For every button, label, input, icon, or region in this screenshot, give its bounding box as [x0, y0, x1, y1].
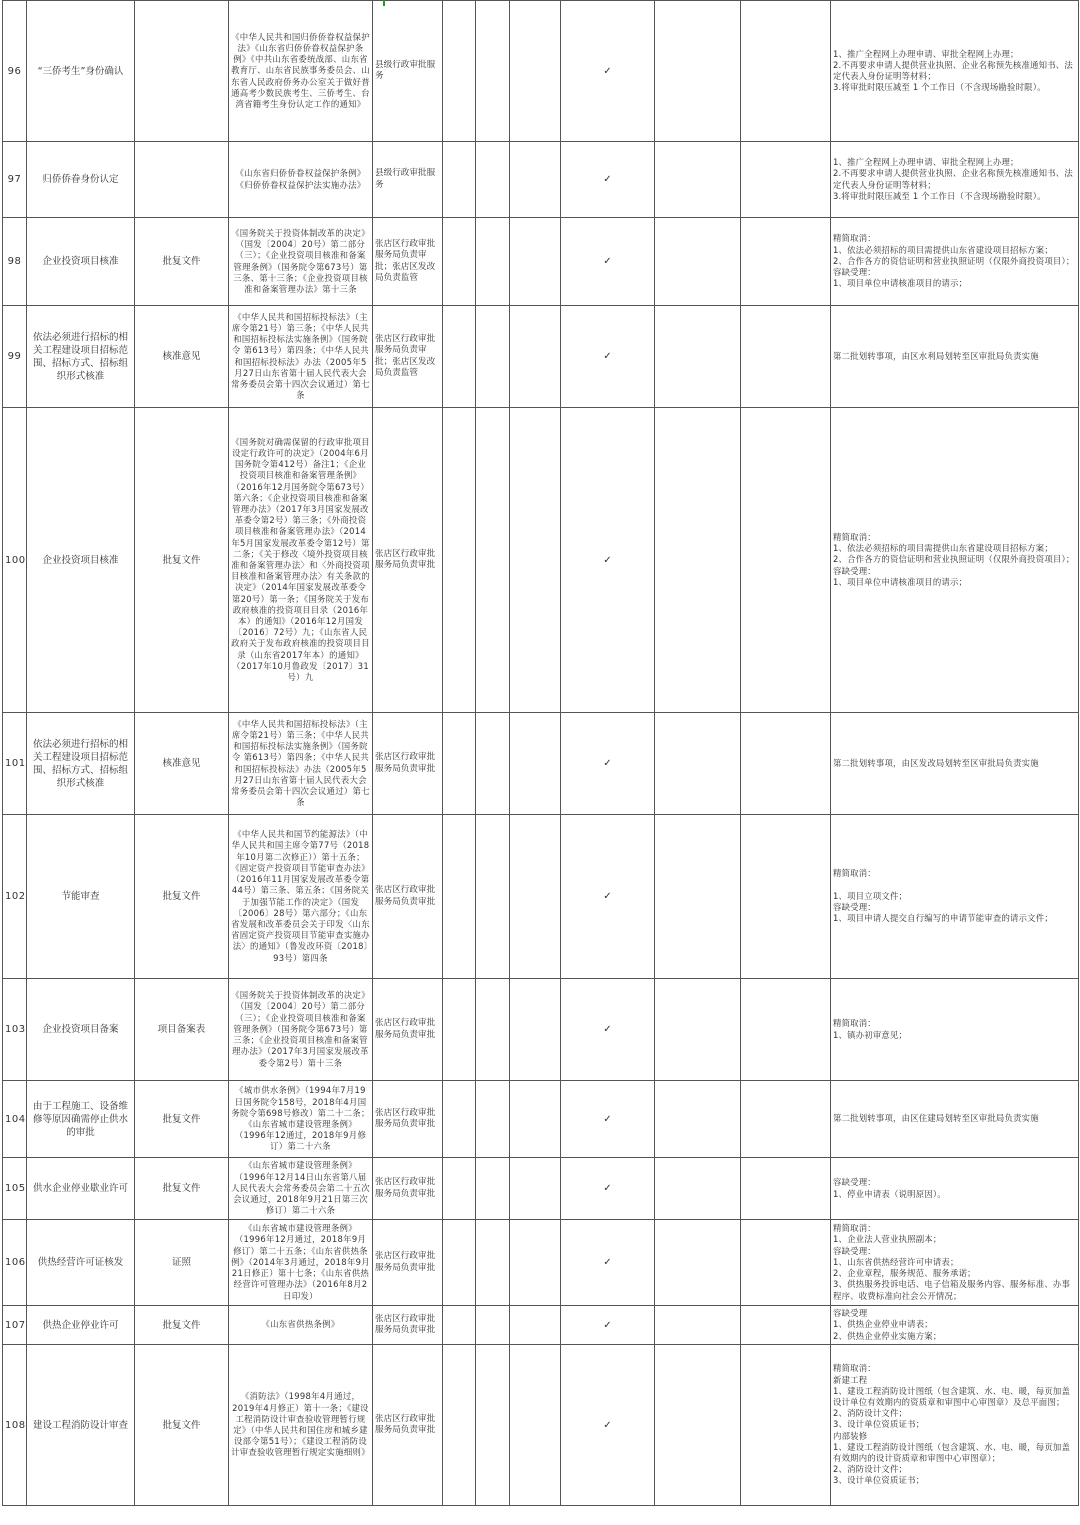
- remark-line: [833, 880, 1076, 891]
- result-type: 项目备案表: [135, 979, 229, 1081]
- responsible-department: 张店区行政审批服务局负责审批: [373, 979, 443, 1081]
- remark-cell: [831, 1220, 1079, 1306]
- remark-line: 2、供热企业停业实施方案；: [833, 1330, 942, 1341]
- empty-col-c: [510, 1220, 561, 1306]
- legal-basis: 《中华人民共和国招标投标法》（主席令第21号）第三条；《中华人民共和国招标投标法实施条例》（国务院令 第613号）第四条；《中华人民共和国招标投标法》办法（2005年5月27日山东省第十届人民代表大会常务委员会第十四次会议通过）第七条: [229, 713, 373, 815]
- check-mark: ✓: [561, 306, 655, 408]
- item-name: 企业投资项目备案: [27, 979, 135, 1081]
- remark-line: 1、停业申请表（说明原因）。: [833, 1188, 946, 1199]
- remark-line: 1、推广全程网上办理申请、审批全程网上办理；: [833, 157, 1019, 168]
- result-type: 批复文件: [135, 408, 229, 713]
- table-row: [3, 1081, 1079, 1158]
- remark-line: 容缺受理：: [833, 902, 876, 913]
- empty-col-b: [476, 713, 510, 815]
- responsible-department: 张店区行政审批服务局负责审批: [373, 815, 443, 979]
- empty-col-e: [741, 1220, 831, 1306]
- empty-col-d: [655, 1306, 741, 1345]
- empty-col-d: [655, 1345, 741, 1506]
- result-type: 批复文件: [135, 1306, 229, 1345]
- remark-line: 内部装修: [833, 1430, 868, 1441]
- legal-basis: 《中华人民共和国节约能源法》（中华人民共和国主席令第77号（2018年10月第二次修正））第十五条；《固定资产投资项目节能审查办法》（2016年11月国家发展改革委令第44号）第三条、第五条；《国务院关于加强节能工作的决定》（国发〔2006〕28号）第六部分；《山东省发展和改革委员会关于印发〈山东省固定资产投资项目节能审查实施办法〉的通知》（鲁发改环资〔2018〕93号）第四条: [229, 815, 373, 979]
- remark-line: 容缺受理：: [833, 565, 876, 576]
- result-type: [135, 142, 229, 218]
- empty-col-b: [476, 1081, 510, 1158]
- remark-line: 容缺受理: [833, 1308, 868, 1319]
- remark-line: 1、企业法人营业执照副本；: [833, 1234, 942, 1245]
- item-name: “三侨考生”身份确认: [27, 1, 135, 142]
- empty-col-c: [510, 1306, 561, 1345]
- table-row: [3, 979, 1079, 1081]
- result-type: 核准意见: [135, 306, 229, 408]
- result-type: [135, 1, 229, 142]
- empty-col-b: [476, 142, 510, 218]
- remark-line: 1、依法必须招标的项目需提供山东省建设项目招标方案；: [833, 543, 1053, 554]
- check-mark: ✓: [561, 713, 655, 815]
- result-type: 批复文件: [135, 1158, 229, 1220]
- check-mark: ✓: [561, 979, 655, 1081]
- remark-line: 容缺受理：: [833, 267, 876, 278]
- table-row: [3, 713, 1079, 815]
- empty-col-e: [741, 979, 831, 1081]
- empty-col-e: [741, 408, 831, 713]
- responsible-department: 张店区行政审批服务局负责审批；张店区发改局负责监管: [373, 218, 443, 306]
- empty-col-c: [510, 408, 561, 713]
- item-name: 依法必须进行招标的相关工程建设项目招标范围、招标方式、招标组织形式核准: [27, 713, 135, 815]
- result-type: 证照: [135, 1220, 229, 1306]
- empty-col-d: [655, 1081, 741, 1158]
- empty-col-c: [510, 218, 561, 306]
- green-edge-mark: [383, 0, 385, 6]
- responsible-department: 县级行政审批服务: [373, 142, 443, 218]
- result-type: 核准意见: [135, 713, 229, 815]
- empty-col-e: [741, 1, 831, 142]
- empty-col-b: [476, 408, 510, 713]
- table-row: [3, 1, 1079, 142]
- item-name: 供水企业停业歇业许可: [27, 1158, 135, 1220]
- empty-col-a: [443, 1, 476, 142]
- check-mark: ✓: [561, 408, 655, 713]
- empty-col-e: [741, 1081, 831, 1158]
- empty-col-a: [443, 142, 476, 218]
- table-row: [3, 815, 1079, 979]
- row-number: 97: [3, 142, 27, 218]
- remark-line: 3、设计单位资质证书；: [833, 1475, 925, 1486]
- empty-col-d: [655, 979, 741, 1081]
- remark-line: 精简取消：: [833, 1018, 876, 1029]
- table-row: [3, 142, 1079, 218]
- empty-col-a: [443, 979, 476, 1081]
- row-number: 107: [3, 1306, 27, 1345]
- row-number: 106: [3, 1220, 27, 1306]
- row-number: 98: [3, 218, 27, 306]
- legal-basis: 《山东省供热条例》: [229, 1306, 373, 1345]
- empty-col-e: [741, 815, 831, 979]
- table-row: [3, 218, 1079, 306]
- row-number: 101: [3, 713, 27, 815]
- remark-line: 2、合作各方的资信证明和营业执照证明（仅限外商投资项目）；: [833, 554, 1075, 565]
- result-type: 批复文件: [135, 815, 229, 979]
- remark-line: 精简取消：: [833, 531, 876, 542]
- item-name: 企业投资项目核准: [27, 408, 135, 713]
- empty-col-e: [741, 218, 831, 306]
- table-row: [3, 1158, 1079, 1220]
- empty-col-c: [510, 142, 561, 218]
- remark-cell: [831, 306, 1079, 408]
- remark-line: 精简取消：: [833, 1363, 876, 1374]
- row-number: 96: [3, 1, 27, 142]
- empty-col-d: [655, 408, 741, 713]
- remark-line: 1、项目申请人提交自行编写的申请节能审查的请示文件；: [833, 913, 1053, 924]
- empty-col-e: [741, 1345, 831, 1506]
- result-type: 批复文件: [135, 1081, 229, 1158]
- item-name: 由于工程施工、设备维修等原因确需停止供水的审批: [27, 1081, 135, 1158]
- remark-line: 2.不再要求申请人提供营业执照、企业名称预先核准通知书、法定代表人身份证明等材料；: [833, 59, 1073, 81]
- empty-col-b: [476, 1, 510, 142]
- empty-col-a: [443, 815, 476, 979]
- empty-col-e: [741, 142, 831, 218]
- empty-col-c: [510, 713, 561, 815]
- legal-basis: 《国务院关于投资体制改革的决定》（国发〔2004〕20号）第二部分（三）；《企业投资项目核准和备案管理条例》（国务院令第673号）第三条、第十三条；《企业投资项目核准和备案管理办法》第十三条: [229, 218, 373, 306]
- remark-line: 精简取消：: [833, 1223, 876, 1234]
- empty-col-b: [476, 1158, 510, 1220]
- legal-basis: 《消防法》（1998年4月通过，2019年4月修正）第十一条；《建设工程消防设计审查验收管理暂行规定》（中华人民共和国住房和城乡建设部令第51号）；《建设工程消防设计审查验收管理暂行规定实施细则》: [229, 1345, 373, 1506]
- empty-col-d: [655, 815, 741, 979]
- remark-line: 1、项目单位申请核准项目的请示；: [833, 576, 968, 587]
- approval-items-table: [2, 0, 1079, 1506]
- check-mark: ✓: [561, 1345, 655, 1506]
- empty-col-b: [476, 306, 510, 408]
- empty-col-a: [443, 713, 476, 815]
- empty-col-c: [510, 1158, 561, 1220]
- remark-cell: [831, 979, 1079, 1081]
- empty-col-d: [655, 218, 741, 306]
- empty-col-d: [655, 1158, 741, 1220]
- empty-col-c: [510, 815, 561, 979]
- empty-col-b: [476, 979, 510, 1081]
- remark-line: 1、供热企业停业申请表；: [833, 1319, 933, 1330]
- remark-line: 第二批划转事项，由区发改局划转至区审批局负责实施: [833, 757, 1039, 768]
- empty-col-c: [510, 306, 561, 408]
- check-mark: ✓: [561, 1, 655, 142]
- empty-col-c: [510, 1081, 561, 1158]
- remark-line: 3、设计单位资质证书；: [833, 1419, 925, 1430]
- remark-cell: [831, 1081, 1079, 1158]
- remark-cell: [831, 1345, 1079, 1506]
- remark-line: 1、依法必须招标的项目需提供山东省建设项目招标方案；: [833, 244, 1053, 255]
- remark-cell: [831, 1306, 1079, 1345]
- item-name: 供热经营许可证核发: [27, 1220, 135, 1306]
- remark-line: 1、山东省供热经营许可申请表；: [833, 1256, 959, 1267]
- row-number: 99: [3, 306, 27, 408]
- empty-col-b: [476, 1345, 510, 1506]
- table-row: [3, 1345, 1079, 1506]
- item-name: 建设工程消防设计审查: [27, 1345, 135, 1506]
- table-row: [3, 306, 1079, 408]
- empty-col-d: [655, 1, 741, 142]
- empty-col-a: [443, 408, 476, 713]
- check-mark: ✓: [561, 1081, 655, 1158]
- remark-line: 1、推广全程网上办理申请、审批全程网上办理；: [833, 48, 1019, 59]
- empty-col-c: [510, 1, 561, 142]
- empty-col-a: [443, 306, 476, 408]
- remark-line: 第二批划转事项，由区水利局划转至区审批局负责实施: [833, 350, 1039, 361]
- check-mark: ✓: [561, 1306, 655, 1345]
- item-name: 节能审查: [27, 815, 135, 979]
- remark-line: 1、建设工程消防设计图纸（包含建筑、水、电、暖，每页加盖设计单位有效期内的资质章和审图中心审图章）及总平面图；: [833, 1385, 1071, 1407]
- check-mark: ✓: [561, 218, 655, 306]
- check-mark: ✓: [561, 1158, 655, 1220]
- legal-basis: 《国务院关于投资体制改革的决定》（国发〔2004〕20号）第二部分（三）；《企业投资项目核准和备案管理条例》（国务院令第673号）第三条；《企业投资项目核准和备案管理办法》（2017年3月国家发展改革委令第2号）第十三条: [229, 979, 373, 1081]
- remark-line: 容缺受理：: [833, 1245, 876, 1256]
- empty-col-a: [443, 1345, 476, 1506]
- empty-col-d: [655, 306, 741, 408]
- responsible-department: 张店区行政审批服务局负责审批: [373, 1158, 443, 1220]
- remark-line: 2、企业章程，服务规范、服务承诺；: [833, 1268, 976, 1279]
- result-type: 批复文件: [135, 218, 229, 306]
- remark-cell: [831, 218, 1079, 306]
- empty-col-a: [443, 1158, 476, 1220]
- responsible-department: 张店区行政审批服务局负责审批: [373, 408, 443, 713]
- legal-basis: 《山东省城市建设管理条例》（1996年12月14日山东省第八届人民代表大会常务委员会第二十五次会议通过，2018年9月21日第三次修订）第二十六条: [229, 1158, 373, 1220]
- table-row: [3, 408, 1079, 713]
- remark-cell: [831, 142, 1079, 218]
- remark-cell: [831, 713, 1079, 815]
- empty-col-a: [443, 1220, 476, 1306]
- empty-col-a: [443, 218, 476, 306]
- row-number: 108: [3, 1345, 27, 1506]
- row-number: 105: [3, 1158, 27, 1220]
- remark-line: 2、消防设计文件；: [833, 1408, 908, 1419]
- remark-line: 3.将审批时限压减至 1 个工作日（不含现场勘验时限）。: [833, 190, 1046, 201]
- empty-col-e: [741, 1306, 831, 1345]
- empty-col-b: [476, 1306, 510, 1345]
- responsible-department: 张店区行政审批服务局负责审批: [373, 1306, 443, 1345]
- remark-line: 1、项目单位申请核准项目的请示；: [833, 278, 968, 289]
- result-type: 批复文件: [135, 1345, 229, 1506]
- responsible-department: 张店区行政审批服务局负责审批: [373, 713, 443, 815]
- remark-line: 3.将审批时限压减至 1 个工作日（不含现场勘验时限）。: [833, 82, 1046, 93]
- row-number: 102: [3, 815, 27, 979]
- remark-line: 3、供热服务投诉电话、电子信箱及服务内容、服务标准、办事程序、收费标准向社会公开情况；: [833, 1279, 1071, 1301]
- row-number: 104: [3, 1081, 27, 1158]
- remark-line: 第二批划转事项，由区住建局划转至区审批局负责实施: [833, 1113, 1039, 1124]
- table-body: [3, 1, 1079, 1506]
- empty-col-d: [655, 142, 741, 218]
- empty-col-d: [655, 713, 741, 815]
- legal-basis: 《山东省城市建设管理条例》（1996年12月通过，2018年9月修订）第二十五条；《山东省供热条例》（2014年3月通过，2018年9月21日修正）第十七条；《山东省供热经营许可管理办法》（2016年8月2日印发）: [229, 1220, 373, 1306]
- empty-col-b: [476, 815, 510, 979]
- item-name: 归侨侨眷身份认定: [27, 142, 135, 218]
- responsible-department: 县级行政审批服务: [373, 1, 443, 142]
- empty-col-b: [476, 218, 510, 306]
- remark-cell: [831, 1158, 1079, 1220]
- empty-col-b: [476, 1220, 510, 1306]
- item-name: 企业投资项目核准: [27, 218, 135, 306]
- legal-basis: 《山东省归侨侨眷权益保护条例》《归侨侨眷权益保护法实施办法》: [229, 142, 373, 218]
- remark-cell: [831, 815, 1079, 979]
- check-mark: ✓: [561, 815, 655, 979]
- row-number: 103: [3, 979, 27, 1081]
- remark-line: 2、消防设计文件；: [833, 1464, 908, 1475]
- legal-basis: 《中华人民共和国招标投标法》（主席令第21号）第三条；《中华人民共和国招标投标法实施条例》（国务院令 第613号）第四条；《中华人民共和国招标投标法》办法（2005年5月27日山东省第十届人民代表大会常务委员会第十四次会议通过）第七条: [229, 306, 373, 408]
- legal-basis: 《国务院对确需保留的行政审批项目设定行政许可的决定》（2004年6月国务院令第412号）备注1；《企业投资项目核准和备案管理条例》（2016年12月国务院令第673号）第六条；《企业投资项目核准和备案管理办法》（2017年3月国家发展改革委令第2号）第三条；《外商投资项目核准和备案管理办法》（2014年5月国家发展改革委令第12号）第二条；《关于修改〈境外投资项目核准和备案管理办法〉和〈外商投资项目核准和备案管理办法〉有关条款的决定》（2014年国家发展改革委令第20号）第一条；《国务院关于发布政府核准的投资项目目录（2016年本）的通知》（2016年12月国发〔2016〕72号）九；《山东省人民政府关于发布政府核准的投资项目目录（山东省2017年本）的通知》（2017年10月鲁政发〔2017〕31号）九: [229, 408, 373, 713]
- responsible-department: 张店区行政审批服务局负责审批: [373, 1081, 443, 1158]
- item-name: 供热企业停业许可: [27, 1306, 135, 1345]
- check-mark: ✓: [561, 142, 655, 218]
- empty-col-a: [443, 1306, 476, 1345]
- responsible-department: 张店区行政审批服务局负责审批: [373, 1220, 443, 1306]
- responsible-department: 张店区行政审批服务局负责审批；张店区发改局负责监管: [373, 306, 443, 408]
- remark-line: 2.不再要求申请人提供营业执照、企业名称预先核准通知书、法定代表人身份证明等材料；: [833, 168, 1073, 190]
- empty-col-e: [741, 1158, 831, 1220]
- empty-col-c: [510, 1345, 561, 1506]
- table-row: [3, 1220, 1079, 1306]
- remark-line: 2、合作各方的资信证明和营业执照证明（仅限外商投资项目）；: [833, 255, 1075, 266]
- remark-line: 容缺受理：: [833, 1177, 876, 1188]
- empty-col-e: [741, 306, 831, 408]
- empty-col-e: [741, 713, 831, 815]
- remark-line: 1、项目立项文件；: [833, 890, 908, 901]
- remark-line: 精简取消：: [833, 233, 876, 244]
- remark-line: 新建工程: [833, 1374, 868, 1385]
- legal-basis: 《城市供水条例》（1994年7月19日国务院令158号，2018年4月国务院令第698号修改）第二十二条；《山东省城市建设管理条例》（1996年12通过，2018年9月修订）第二十六条: [229, 1081, 373, 1158]
- empty-col-a: [443, 1081, 476, 1158]
- remark-line: 1、镇办初审意见；: [833, 1029, 908, 1040]
- check-mark: ✓: [561, 1220, 655, 1306]
- remark-line: 1、建设工程消防设计图纸（包含建筑、水、电、暖，每页加盖有效期内的设计资质章和审图中心审图章）；: [833, 1441, 1071, 1463]
- empty-col-d: [655, 1220, 741, 1306]
- empty-col-c: [510, 979, 561, 1081]
- item-name: 依法必须进行招标的相关工程建设项目招标范围、招标方式、招标组织形式核准: [27, 306, 135, 408]
- row-number: 100: [3, 408, 27, 713]
- table-row: [3, 1306, 1079, 1345]
- legal-basis: 《中华人民共和国归侨侨眷权益保护法》《山东省归侨侨眷权益保护条例》《中共山东省委统战部、山东省教育厅、山东省民族事务委员会、山东省人民政府侨务办公室关于做好普通高考少数民族考生、三侨考生、台湾省籍考生身份认定工作的通知》: [229, 1, 373, 142]
- remark-cell: [831, 1, 1079, 142]
- remark-cell: [831, 408, 1079, 713]
- remark-line: 精简取消：: [833, 868, 876, 879]
- responsible-department: 张店区行政审批服务局负责审批: [373, 1345, 443, 1506]
